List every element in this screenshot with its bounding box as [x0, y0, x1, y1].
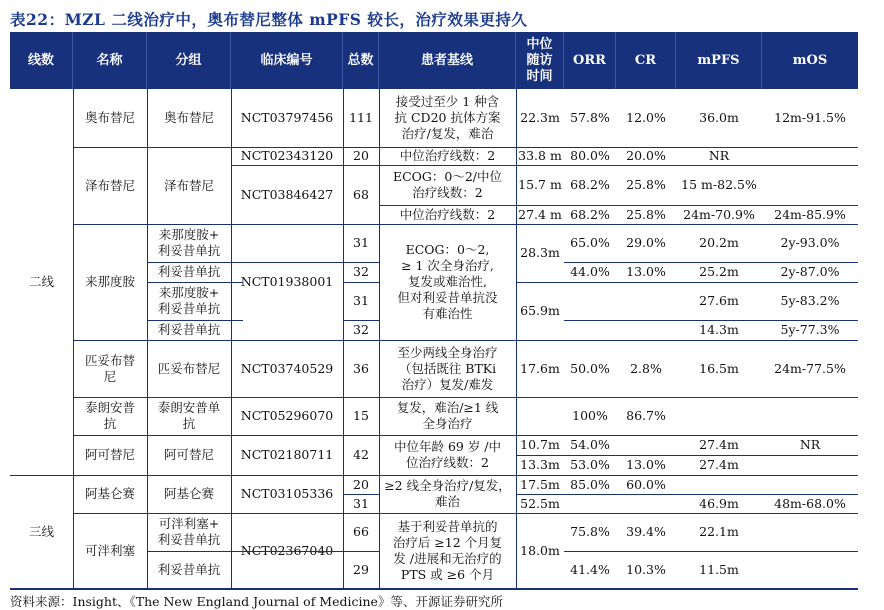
cell: 86.7% — [626, 408, 666, 423]
header-baseline: 患者基线 — [379, 32, 516, 89]
cell: 泰朗安普单 抗 — [157, 400, 221, 431]
cell: 42 — [353, 447, 369, 462]
cell: 57.8% — [570, 110, 610, 125]
cell: 25.8% — [626, 206, 666, 222]
cell: 15 — [353, 408, 369, 423]
cell: 基于利妥昔单抗的 治疗后 ≥12 个月复 发 /进展和无治疗的 PTS 或 ≥6 个月 — [392, 518, 503, 582]
cell: 29 — [353, 561, 369, 577]
cell: 68.2% — [570, 177, 610, 192]
table-title: 表22：MZL 二线治疗中，奥布替尼整体 mPFS 较长，治疗效果更持久 — [10, 10, 528, 29]
col-divider — [73, 89, 74, 588]
cell: 80.0% — [570, 148, 610, 163]
cell: 52.5m — [520, 495, 560, 511]
row-divider — [147, 262, 379, 263]
cell: 14.3m — [699, 322, 739, 337]
header-line: 线数 — [10, 32, 73, 89]
cell: 50.0% — [570, 360, 610, 376]
col-divider — [147, 89, 148, 588]
cell: 利妥昔单抗 — [157, 264, 221, 279]
cell: 60.0% — [626, 476, 666, 492]
row-divider — [564, 551, 858, 552]
section-divider — [10, 475, 858, 476]
row-divider — [147, 320, 243, 321]
cell: 65.9m — [520, 303, 560, 318]
row-divider — [516, 282, 858, 283]
cell: 10.7m — [520, 437, 560, 452]
cell: 至少两线全身治疗 （包括既往 BTKi 治疗）复发/难发 — [397, 344, 498, 392]
cell: NCT03846427 — [240, 186, 334, 202]
cell: 阿基仑赛 — [84, 486, 135, 501]
cell: NCT03797456 — [240, 110, 334, 125]
cell: 27.4m — [699, 457, 739, 472]
cell: NR — [799, 437, 821, 452]
row-divider — [379, 205, 858, 206]
row-divider — [343, 282, 379, 283]
cell: 31 — [353, 495, 369, 511]
cell: NCT01938001 — [240, 274, 334, 289]
cell: 85.0% — [570, 476, 610, 492]
cell: 28.3m — [520, 245, 560, 260]
source-note: 资料来源：Insight、《The New England Journal of Medicine》等、开源证券研究所 — [10, 594, 503, 609]
comparison-table — [10, 32, 858, 592]
row-divider — [147, 551, 379, 552]
cell: 66 — [353, 524, 369, 539]
row-divider — [73, 397, 858, 398]
col-divider — [231, 89, 232, 588]
cell: 24m-85.9% — [774, 206, 846, 222]
cell: 来那度胺+ 利妥昔单抗 — [157, 227, 221, 258]
cell: 44.0% — [570, 264, 610, 279]
cell: 39.4% — [626, 524, 666, 539]
cell: ECOG：0～2, ≥ 1 次全身治疗, 复发或难治性, 但对利妥昔单抗没 有难治性 — [397, 242, 498, 321]
cell: 5y-83.2% — [780, 293, 840, 308]
cell: 22.1m — [699, 524, 739, 539]
row-divider — [147, 282, 243, 283]
cell: 利妥昔单抗 — [157, 322, 221, 337]
row-divider — [231, 165, 858, 166]
line-second: 二线 — [28, 274, 54, 289]
cell: 15.7 m — [518, 177, 562, 192]
cell: 2y-87.0% — [780, 264, 840, 279]
cell: 18.0m — [520, 542, 560, 558]
cell: 可泮利塞 — [84, 542, 135, 558]
header-cr: CR — [616, 32, 676, 89]
cell: NR — [708, 148, 730, 163]
cell: 13.0% — [626, 457, 666, 472]
cell: 100% — [572, 408, 608, 423]
header-group: 分组 — [147, 32, 231, 89]
cell: 11.5m — [699, 561, 739, 577]
cell: 53.0% — [570, 457, 610, 472]
row-divider — [516, 455, 858, 456]
row-divider — [73, 513, 858, 514]
cell: 31 — [353, 293, 369, 308]
cell: 41.4% — [570, 561, 610, 577]
cell: 68.2% — [570, 206, 610, 222]
row-divider — [343, 494, 379, 495]
cell: NCT05296070 — [240, 408, 334, 423]
cell: 36 — [353, 360, 369, 376]
header-followup: 中位 随访 时间 — [516, 32, 564, 89]
row-divider — [73, 224, 858, 225]
cell: 中位治疗线数：2 — [399, 148, 496, 163]
col-divider — [516, 89, 517, 588]
cell: 17.6m — [520, 360, 560, 376]
cell: 31 — [353, 235, 369, 250]
cell: 24m-70.9% — [683, 206, 755, 222]
row-divider — [516, 494, 858, 495]
cell: 32 — [353, 322, 369, 337]
cell: 奥布替尼 — [163, 110, 214, 125]
table-bottom-border — [10, 588, 858, 590]
row-divider — [343, 320, 379, 321]
cell: 33.8 m — [518, 148, 562, 163]
cell: 泽布替尼 — [163, 177, 214, 193]
cell: 中位年龄 69 岁 /中 位治疗线数：2 — [393, 439, 502, 470]
cell: 22.3m — [520, 110, 560, 125]
cell: 17.5m — [520, 476, 560, 492]
cell: 54.0% — [570, 437, 610, 452]
cell: 29.0% — [626, 235, 666, 250]
cell: 来那度胺 — [84, 274, 135, 289]
header-mos: mOS — [762, 32, 858, 89]
cell: NCT02343120 — [240, 148, 334, 163]
cell: 接受过至少 1 种含 抗 CD20 抗体方案 治疗/复发，难治 — [394, 94, 501, 141]
cell: 75.8% — [570, 524, 610, 539]
row-divider — [73, 147, 858, 148]
cell: 27.6m — [699, 293, 739, 308]
header-trial-id: 临床编号 — [231, 32, 343, 89]
cell: 复发，难治/≥1 线 全身治疗 — [396, 400, 499, 431]
cell: 65.0% — [570, 235, 610, 250]
cell: 46.9m — [699, 495, 739, 511]
cell: NCT02367040 — [240, 542, 334, 558]
row-divider — [73, 435, 858, 436]
cell: 111 — [349, 110, 373, 125]
cell: 27.4m — [699, 437, 739, 452]
cell: ≥2 线全身治疗/复发， 难治 — [384, 478, 511, 509]
cell: 泽布替尼 — [84, 177, 135, 193]
cell: 36.0m — [699, 110, 739, 125]
cell: 48m-68.0% — [774, 495, 846, 511]
cell: 泰朗安普 抗 — [84, 400, 135, 431]
cell: 来那度胺+ 利妥昔单抗 — [157, 285, 221, 316]
cell: 阿可替尼 — [163, 447, 214, 462]
row-divider — [73, 340, 858, 341]
col-divider — [379, 89, 380, 588]
cell: 2.8% — [630, 360, 662, 376]
cell: ECOG：0～2/中位 治疗线数：2 — [392, 169, 503, 200]
row-divider — [564, 262, 858, 263]
header-total: 总数 — [343, 32, 379, 89]
cell: 20.2m — [699, 235, 739, 250]
cell: 奥布替尼 — [84, 110, 135, 125]
cell: 13.3m — [520, 457, 560, 472]
cell: 13.0% — [626, 264, 666, 279]
line-third: 三线 — [28, 523, 54, 539]
cell: 可泮利塞+ 利妥昔单抗 — [157, 516, 221, 547]
cell: 12.0% — [626, 110, 666, 125]
cell: 15 m-82.5% — [681, 177, 757, 192]
cell: 匹妥布替尼 — [157, 360, 221, 376]
cell: 阿可替尼 — [84, 447, 135, 462]
header-orr: ORR — [564, 32, 616, 89]
cell: 24m-77.5% — [774, 360, 846, 376]
cell: NCT02180711 — [240, 447, 334, 462]
cell: 12m-91.5% — [774, 110, 846, 125]
cell: 68 — [353, 186, 369, 202]
cell: NCT03105336 — [240, 486, 334, 501]
header-mpfs: mPFS — [676, 32, 762, 89]
header-name: 名称 — [73, 32, 147, 89]
cell: 27.4 m — [518, 206, 562, 222]
cell: NCT03740529 — [240, 360, 334, 376]
cell: 20.0% — [626, 148, 666, 163]
cell: 阿基仑赛 — [163, 486, 214, 501]
cell: 32 — [353, 264, 369, 279]
cell: 5y-77.3% — [780, 322, 840, 337]
cell: 16.5m — [699, 360, 739, 376]
cell: 利妥昔单抗 — [157, 561, 221, 577]
cell: 20 — [353, 476, 369, 492]
cell: 10.3% — [626, 561, 666, 577]
cell: 25.2m — [699, 264, 739, 279]
cell: 2y-93.0% — [780, 235, 840, 250]
row-divider — [564, 320, 858, 321]
cell: 25.8% — [626, 177, 666, 192]
cell: 中位治疗线数：2 — [399, 206, 496, 222]
col-divider — [343, 89, 344, 588]
cell: 匹妥布替 尼 — [84, 352, 135, 384]
cell: 20 — [353, 148, 369, 163]
